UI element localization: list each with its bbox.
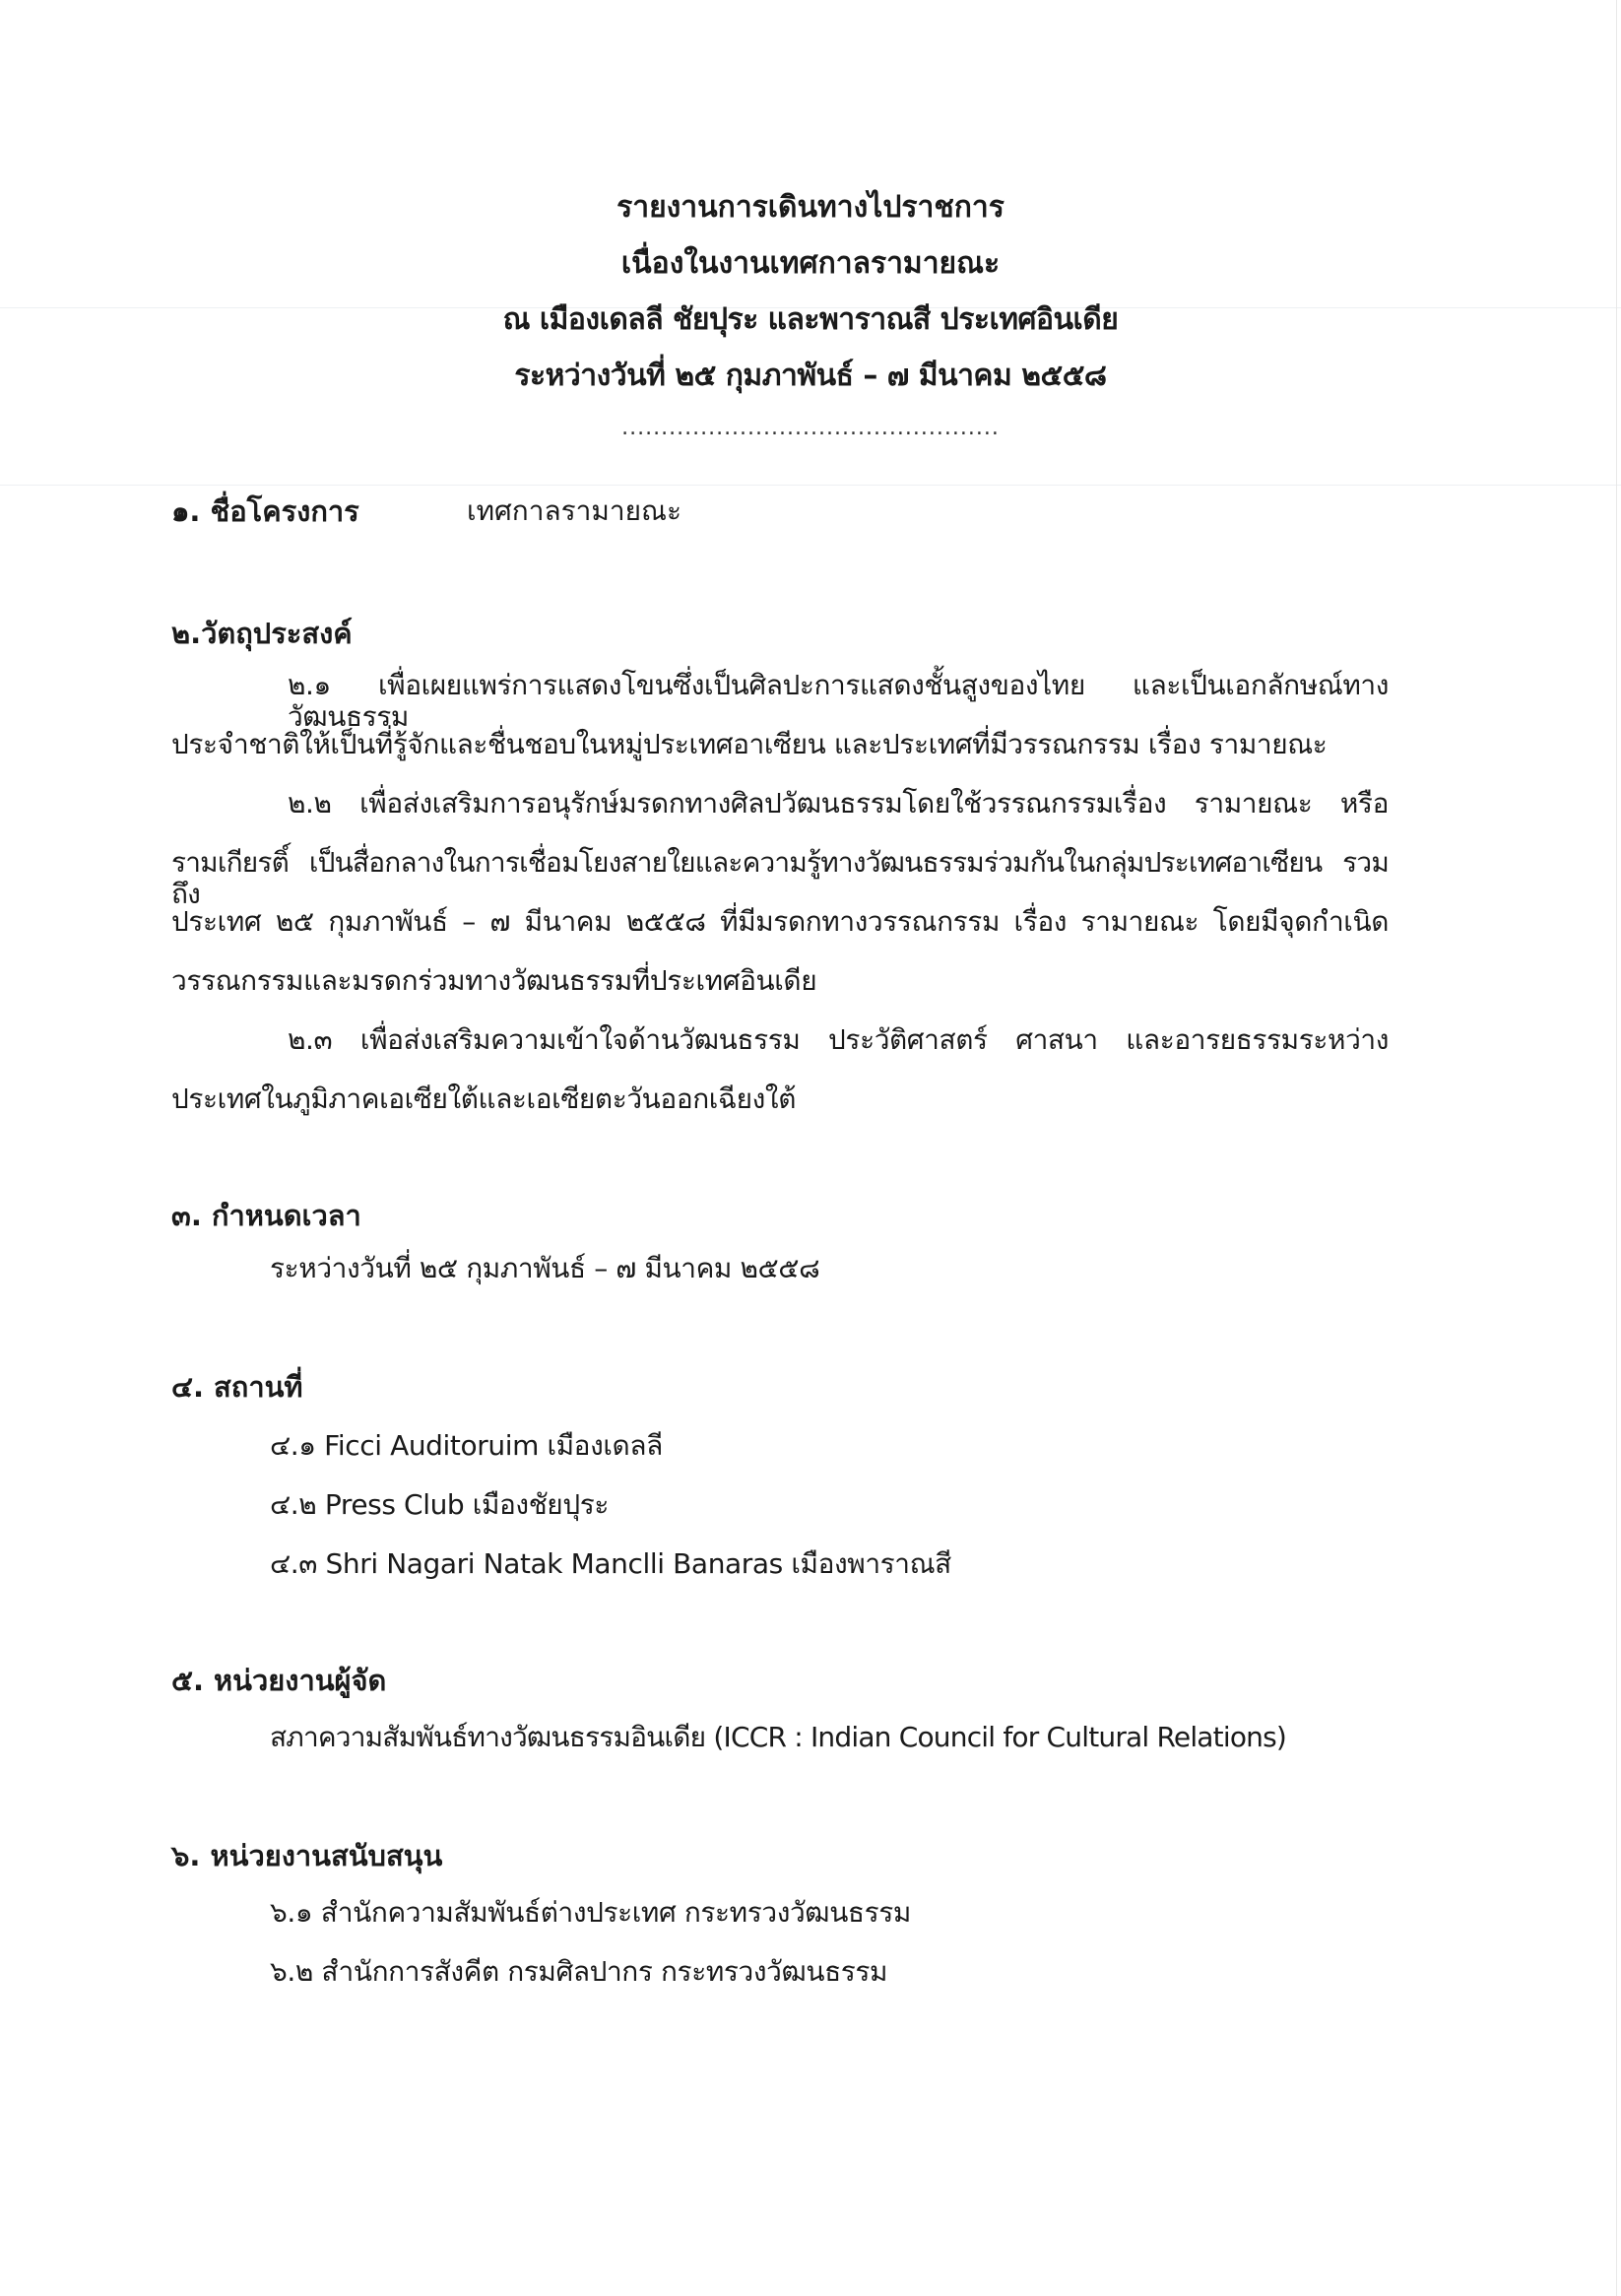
section-6-item-1: ๖.๑ สำนักความสัมพันธ์ต่างประเทศ กระทรวงวัฒนธรรม (270, 1896, 911, 1929)
scan-artifact-line (0, 485, 1621, 486)
section-3-heading: ๓. กำหนดเวลา (171, 1199, 361, 1232)
section-6-heading: ๖. หน่วยงานสนับสนุน (171, 1839, 443, 1872)
section-1-heading: ๑. ชื่อโครงการ (171, 494, 359, 528)
section-2-item-1-line-1: ๒.๑ เพื่อเผยแพร่การแสดงโขนซึ่งเป็นศิลปะการแสดงชั้นสูงของไทย และเป็นเอกลักษณ์ทางวัฒนธรรม (288, 669, 1389, 733)
section-2-item-2-line-1: ๒.๒ เพื่อส่งเสริมการอนุรักษ์มรดกทางศิลปวัฒนธรรมโดยใช้วรรณกรรมเรื่อง รามายณะ หรือ (288, 787, 1389, 820)
section-4-item-2: ๔.๒ Press Club เมืองชัยปุระ (270, 1488, 609, 1521)
title-line-4: ระหว่างวันที่ ๒๕ กุมภาพันธ์ – ๗ มีนาคม ๒๕๕๘ (514, 359, 1107, 393)
section-5-heading: ๕. หน่วยงานผู้จัด (171, 1664, 387, 1697)
section-4-item-1: ๔.๑ Ficci Auditoruim เมืองเดลลี (270, 1429, 663, 1462)
section-2-item-2-line-3: ประเทศ ๒๕ กุมภาพันธ์ – ๗ มีนาคม ๒๕๕๘ ที่มีมรดกทางวรรณกรรม เรื่อง รามายณะ โดยมีจุดกำเนิด (171, 905, 1389, 938)
title-line-1: รายงานการเดินทางไปราชการ (616, 190, 1005, 225)
document-title (0, 190, 1621, 440)
section-2-item-2-line-2: รามเกียรติ์ เป็นสื่อกลางในการเชื่อมโยงสายใยและความรู้ทางวัฒนธรรมร่วมกันในกลุ่มประเทศอาเซียน รวมถึง (171, 846, 1389, 910)
section-2-heading: ๒.วัตถุประสงค์ (171, 617, 353, 650)
section-2-item-3-line-2: ประเทศในภูมิภาคเอเซียใต้และเอเซียตะวันออกเฉียงใต้ (171, 1082, 796, 1115)
section-2-item-1-line-2: ประจำชาติให้เป็นที่รู้จักและชื่นชอบในหมู่ประเทศอาเซียน และประเทศที่มีวรรณกรรม เรื่อง รามายณะ (171, 728, 1328, 760)
title-line-3: ณ เมืองเดลลี ชัยปุระ และพาราณสี ประเทศอินเดีย (502, 302, 1119, 337)
section-6-item-2: ๖.๒ สำนักการสังคีต กรมศิลปากร กระทรวงวัฒนธรรม (270, 1955, 888, 1988)
section-4-heading: ๔. สถานที่ (171, 1370, 303, 1404)
section-5-value: สภาความสัมพันธ์ทางวัฒนธรรมอินเดีย (ICCR : Indian Council for Cultural Relations) (270, 1721, 1287, 1753)
section-2-item-2-line-4: วรรณกรรมและมรดกร่วมทางวัฒนธรรมที่ประเทศอินเดีย (171, 964, 817, 997)
section-2-item-3-line-1: ๒.๓ เพื่อส่งเสริมความเข้าใจด้านวัฒนธรรม ประวัติศาสตร์ ศาสนา และอารยธรรมระหว่าง (288, 1023, 1389, 1056)
title-line-2: เนื่องในงานเทศกาลรามายณะ (620, 246, 1001, 281)
section-4-item-3: ๔.๓ Shri Nagari Natak Manclli Banaras เมืองพาราณสี (270, 1547, 951, 1580)
section-1-value: เทศกาลรามายณะ (467, 494, 681, 527)
section-3-value: ระหว่างวันที่ ๒๕ กุมภาพันธ์ – ๗ มีนาคม ๒๕๕๘ (270, 1252, 820, 1284)
title-separator-dots: ................................................ (621, 416, 1000, 440)
